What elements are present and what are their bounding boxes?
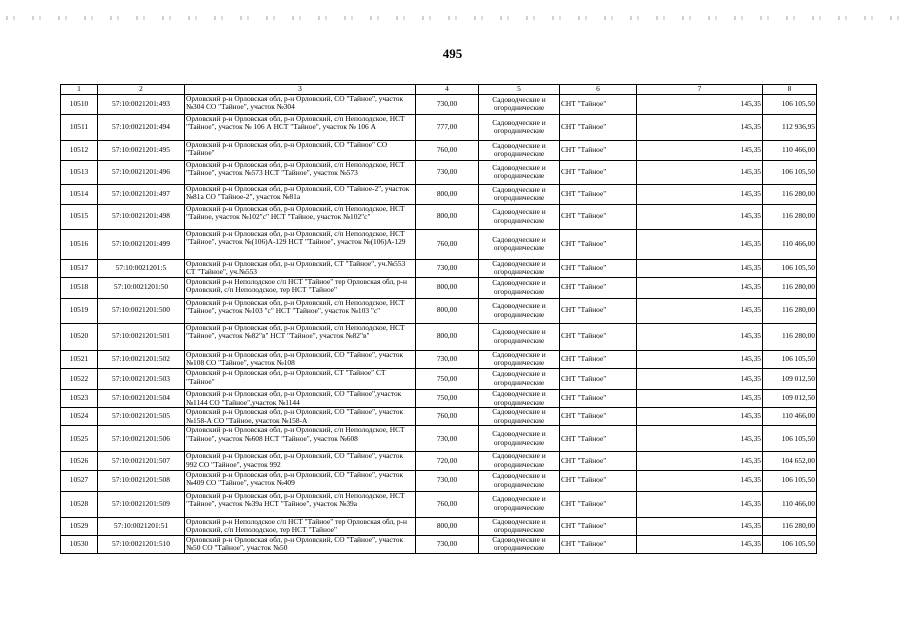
address-cell: Орловский р-н Неполодское с/п НСТ "Тайное" тер Орловская обл, р-н Орловский, с/п Неполодское, тер НСТ "Тайное" [185,517,416,535]
rate-cell: 145,35 [637,277,763,298]
row-number-cell: 10524 [61,408,98,426]
owner-cell: СНТ "Тайное" [560,452,637,470]
address-cell: Орловский р-н Неполодское с/п НСТ "Тайное" тер Орловская обл, р-н Орловский, с/п Неполодское, тер НСТ "Тайное" [185,277,416,298]
table-row [61,517,817,535]
cadastral-value-cell: 106 105,50 [763,470,817,491]
area-cell: 760,00 [416,408,479,426]
area-cell: 750,00 [416,389,479,407]
page-number: 495 [442,46,463,61]
address-cell: Орловский р-н Орловская обл, р-н Орловский, с/п Неполодское, НСТ "Тайное", участок №103 "с" НСТ "Тайное", участок №103 "с" [185,298,416,323]
cadastral-number-cell: 57:10:0021201:508 [98,470,185,491]
owner-cell: СНТ "Тайное" [560,259,637,277]
cadastral-value-cell: 106 105,50 [763,350,817,368]
land-category-cell: Садоводческие и огороднические [479,277,560,298]
cadastral-value-cell: 116 280,00 [763,298,817,323]
row-number-cell: 10510 [61,94,98,114]
area-cell: 730,00 [416,426,479,452]
area-cell: 800,00 [416,184,479,204]
table-row [61,408,817,426]
table-row [61,160,817,184]
column-header: 7 [637,85,763,95]
register-table [60,84,817,554]
area-cell: 760,00 [416,229,479,259]
table-row [61,277,817,298]
land-category-cell: Садоводческие и огороднические [479,470,560,491]
address-cell: Орловский р-н Орловская обл, р-н Орловский, с/п Неполодское, НСТ "Тайное", участок № 106 А НСТ "Тайное", участок № 106 А [185,114,416,140]
table-row [61,426,817,452]
table-row [61,491,817,517]
land-category-cell: Садоводческие и огороднические [479,184,560,204]
rate-cell: 145,35 [637,452,763,470]
address-cell: Орловский р-н Орловская обл, р-н Орловский, СО "Тайное",участок №1144 СО "Тайное",участок №1144 [185,389,416,407]
owner-cell: СНТ "Тайное" [560,160,637,184]
cadastral-value-cell: 116 280,00 [763,184,817,204]
row-number-cell: 10525 [61,426,98,452]
table-row [61,535,817,553]
area-cell: 730,00 [416,160,479,184]
rate-cell: 145,35 [637,389,763,407]
rate-cell: 145,35 [637,259,763,277]
area-cell: 777,00 [416,114,479,140]
owner-cell: СНТ "Тайное" [560,94,637,114]
cadastral-number-cell: 57:10:0021201:503 [98,368,185,389]
cadastral-value-cell: 109 012,50 [763,368,817,389]
cadastral-number-cell: 57:10:0021201:504 [98,389,185,407]
owner-cell: СНТ "Тайное" [560,204,637,229]
cadastral-value-cell: 116 280,00 [763,204,817,229]
rate-cell: 145,35 [637,470,763,491]
area-cell: 730,00 [416,350,479,368]
cadastral-number-cell: 57:10:0021201:494 [98,114,185,140]
cadastral-value-cell: 106 105,50 [763,259,817,277]
table-row [61,368,817,389]
area-cell: 750,00 [416,368,479,389]
cadastral-number-cell: 57:10:0021201:510 [98,535,185,553]
land-category-cell: Садоводческие и огороднические [479,517,560,535]
owner-cell: СНТ "Тайное" [560,323,637,350]
address-cell: Орловский р-н Орловская обл, р-н Орловский, СО "Тайное", участок 992 СО "Тайное", участок 992 [185,452,416,470]
land-category-cell: Садоводческие и огороднические [479,160,560,184]
cadastral-value-cell: 110 466,00 [763,229,817,259]
rate-cell: 145,35 [637,350,763,368]
land-category-cell: Садоводческие и огороднические [479,229,560,259]
area-cell: 800,00 [416,323,479,350]
cadastral-value-cell: 106 105,50 [763,535,817,553]
owner-cell: СНТ "Тайное" [560,114,637,140]
owner-cell: СНТ "Тайное" [560,470,637,491]
cadastral-number-cell: 57:10:0021201:495 [98,140,185,160]
row-number-cell: 10523 [61,389,98,407]
cadastral-value-cell: 116 280,00 [763,323,817,350]
cadastral-number-cell: 57:10:0021201:500 [98,298,185,323]
column-header: 1 [61,85,98,95]
area-cell: 800,00 [416,277,479,298]
cadastral-value-cell: 112 936,95 [763,114,817,140]
rate-cell: 145,35 [637,140,763,160]
area-cell: 730,00 [416,470,479,491]
land-category-cell: Садоводческие и огороднические [479,259,560,277]
row-number-cell: 10516 [61,229,98,259]
cadastral-number-cell: 57:10:0021201:502 [98,350,185,368]
address-cell: Орловский р-н Орловская обл, р-н Орловский, с/п Неполодское, НСТ "Тайное", участок №(106)А-129 НСТ "Тайное", участок №(106)А-129 [185,229,416,259]
area-cell: 760,00 [416,140,479,160]
address-cell: Орловский р-н Орловская обл, р-н Орловский, СО "Тайное", участок №108 СО "Тайное", участок №108 [185,350,416,368]
table-row [61,94,817,114]
table-row [61,259,817,277]
row-number-cell: 10527 [61,470,98,491]
cadastral-value-cell: 116 280,00 [763,517,817,535]
rate-cell: 145,35 [637,408,763,426]
rate-cell: 145,35 [637,114,763,140]
owner-cell: СНТ "Тайное" [560,140,637,160]
table-row [61,389,817,407]
cadastral-number-cell: 57:10:0021201:50 [98,277,185,298]
area-cell: 730,00 [416,259,479,277]
owner-cell: СНТ "Тайное" [560,408,637,426]
owner-cell: СНТ "Тайное" [560,491,637,517]
owner-cell: СНТ "Тайное" [560,426,637,452]
land-category-cell: Садоводческие и огороднические [479,140,560,160]
table-row [61,184,817,204]
row-number-cell: 10528 [61,491,98,517]
area-cell: 760,00 [416,491,479,517]
address-cell: Орловский р-н Орловская обл, р-н Орловский, СТ "Тайное" СТ "Тайное" [185,368,416,389]
rate-cell: 145,35 [637,517,763,535]
address-cell: Орловский р-н Орловская обл, р-н Орловский, СО "Тайное", участок №304 СО "Тайное", участок №304 [185,94,416,114]
cadastral-number-cell: 57:10:0021201:5 [98,259,185,277]
row-number-cell: 10517 [61,259,98,277]
table-row [61,114,817,140]
row-number-cell: 10515 [61,204,98,229]
owner-cell: СНТ "Тайное" [560,350,637,368]
column-header: 4 [416,85,479,95]
land-category-cell: Садоводческие и огороднические [479,491,560,517]
table-row [61,140,817,160]
land-category-cell: Садоводческие и огороднические [479,298,560,323]
cadastral-value-cell: 104 652,00 [763,452,817,470]
owner-cell: СНТ "Тайное" [560,184,637,204]
row-number-cell: 10520 [61,323,98,350]
row-number-cell: 10521 [61,350,98,368]
rate-cell: 145,35 [637,94,763,114]
table-row [61,452,817,470]
row-number-cell: 10526 [61,452,98,470]
rate-cell: 145,35 [637,184,763,204]
row-number-cell: 10518 [61,277,98,298]
address-cell: Орловский р-н Орловская обл, р-н Орловский, с/п Неполодское, НСТ "Тайное, участок №102"с" НСТ "Тайное, участок №102"с" [185,204,416,229]
area-cell: 730,00 [416,535,479,553]
column-header: 6 [560,85,637,95]
land-category-cell: Садоводческие и огороднические [479,452,560,470]
land-category-cell: Садоводческие и огороднические [479,408,560,426]
cadastral-number-cell: 57:10:0021201:498 [98,204,185,229]
table-row [61,323,817,350]
owner-cell: СНТ "Тайное" [560,368,637,389]
cadastral-number-cell: 57:10:0021201:505 [98,408,185,426]
address-cell: Орловский р-н Орловская обл, р-н Орловский, СО "Тайное", участок №158-А СО "Тайное, участок №158-А [185,408,416,426]
header-row [61,85,817,95]
cadastral-number-cell: 57:10:0021201:499 [98,229,185,259]
cadastral-number-cell: 57:10:0021201:51 [98,517,185,535]
area-cell: 800,00 [416,204,479,229]
row-number-cell: 10513 [61,160,98,184]
area-cell: 730,00 [416,94,479,114]
column-header: 5 [479,85,560,95]
land-category-cell: Садоводческие и огороднические [479,350,560,368]
land-category-cell: Садоводческие и огороднические [479,389,560,407]
owner-cell: СНТ "Тайное" [560,298,637,323]
row-number-cell: 10522 [61,368,98,389]
cadastral-number-cell: 57:10:0021201:509 [98,491,185,517]
cadastral-value-cell: 106 105,50 [763,426,817,452]
cadastral-value-cell: 110 466,00 [763,491,817,517]
rate-cell: 145,35 [637,160,763,184]
address-cell: Орловский р-н Орловская обл, р-н Орловский, СО "Тайное-2", участок №81а СО "Тайное-2", участок №81а [185,184,416,204]
table-body [61,94,817,553]
cadastral-number-cell: 57:10:0021201:501 [98,323,185,350]
land-category-cell: Садоводческие и огороднические [479,114,560,140]
column-header: 2 [98,85,185,95]
land-category-cell: Садоводческие и огороднические [479,368,560,389]
row-number-cell: 10514 [61,184,98,204]
row-number-cell: 10530 [61,535,98,553]
rate-cell: 145,35 [637,535,763,553]
cadastral-number-cell: 57:10:0021201:507 [98,452,185,470]
address-cell: Орловский р-н Орловская обл, р-н Орловский, СО "Тайное" СО "Тайное" [185,140,416,160]
address-cell: Орловский р-н Орловская обл, р-н Орловский, с/п Неполодское, НСТ "Тайное", участок №82"в" НСТ "Тайное", участок №82"в" [185,323,416,350]
table-row [61,204,817,229]
scan-artifact [6,16,901,20]
table-row [61,298,817,323]
cadastral-number-cell: 57:10:0021201:493 [98,94,185,114]
area-cell: 800,00 [416,298,479,323]
land-category-cell: Садоводческие и огороднические [479,94,560,114]
cadastral-value-cell: 109 012,50 [763,389,817,407]
cadastral-number-cell: 57:10:0021201:506 [98,426,185,452]
rate-cell: 145,35 [637,368,763,389]
address-cell: Орловский р-н Орловская обл, р-н Орловский, СО "Тайное", участок №50 СО "Тайное", участок №50 [185,535,416,553]
address-cell: Орловский р-н Орловская обл, р-н Орловский, с/п Неполодское, НСТ "Тайное", участок №573 НСТ "Тайное", участок №573 [185,160,416,184]
cadastral-value-cell: 116 280,00 [763,277,817,298]
rate-cell: 145,35 [637,323,763,350]
cadastral-value-cell: 110 466,00 [763,408,817,426]
cadastral-number-cell: 57:10:0021201:496 [98,160,185,184]
row-number-cell: 10529 [61,517,98,535]
cadastral-number-cell: 57:10:0021201:497 [98,184,185,204]
row-number-cell: 10511 [61,114,98,140]
address-cell: Орловский р-н Орловская обл, р-н Орловский, СО "Тайное", участок №409 СО "Тайное", участок №409 [185,470,416,491]
land-category-cell: Садоводческие и огороднические [479,204,560,229]
table-row [61,470,817,491]
address-cell: Орловский р-н Орловская обл, р-н Орловский, СТ "Тайное", уч.№553 СТ "Тайное", уч.№553 [185,259,416,277]
owner-cell: СНТ "Тайное" [560,277,637,298]
owner-cell: СНТ "Тайное" [560,229,637,259]
land-category-cell: Садоводческие и огороднические [479,426,560,452]
rate-cell: 145,35 [637,298,763,323]
cadastral-value-cell: 106 105,50 [763,94,817,114]
area-cell: 720,00 [416,452,479,470]
owner-cell: СНТ "Тайное" [560,389,637,407]
address-cell: Орловский р-н Орловская обл, р-н Орловский, с/п Неполодское, НСТ "Тайное", участок №608 НСТ "Тайное", участок №608 [185,426,416,452]
rate-cell: 145,35 [637,426,763,452]
cadastral-value-cell: 110 466,00 [763,140,817,160]
area-cell: 800,00 [416,517,479,535]
cadastral-value-cell: 106 105,50 [763,160,817,184]
land-category-cell: Садоводческие и огороднические [479,323,560,350]
row-number-cell: 10519 [61,298,98,323]
rate-cell: 145,35 [637,204,763,229]
address-cell: Орловский р-н Орловская обл, р-н Орловский, с/п Неполодское, НСТ "Тайное", участок №39а НСТ "Тайное", участок №39а [185,491,416,517]
row-number-cell: 10512 [61,140,98,160]
owner-cell: СНТ "Тайное" [560,517,637,535]
owner-cell: СНТ "Тайное" [560,535,637,553]
rate-cell: 145,35 [637,491,763,517]
column-header: 8 [763,85,817,95]
table-row [61,229,817,259]
land-category-cell: Садоводческие и огороднические [479,535,560,553]
rate-cell: 145,35 [637,229,763,259]
column-header: 3 [185,85,416,95]
table-row [61,350,817,368]
